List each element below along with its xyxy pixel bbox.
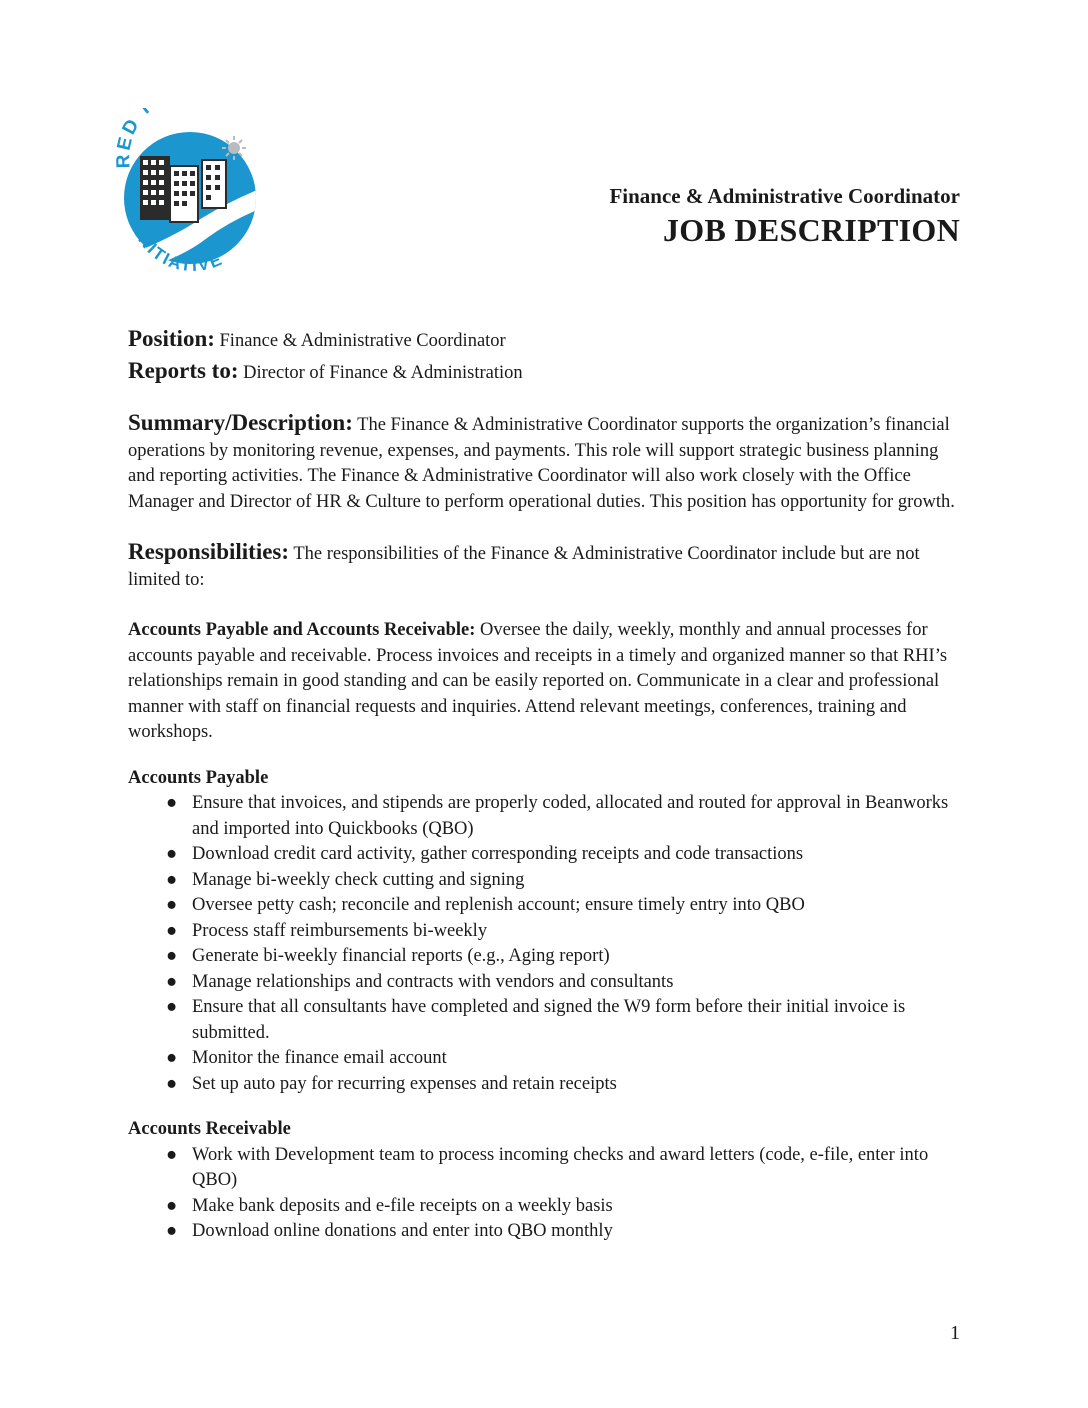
list-item [128,995,960,1046]
list-item [128,791,960,842]
list-item [128,919,960,945]
page-number: 1 [950,1322,960,1344]
bullet-icon: ● [166,844,178,864]
ap-ar-paragraph [128,618,960,746]
list-item [128,893,960,919]
reports-value: Director of Finance & Administration [238,363,523,383]
list-item-text: Ensure that all consultants have completed and signed the W9 form before their initial invoice is submitted. [192,997,906,1043]
position-label: Position: [128,326,215,351]
responsibilities-label: Responsibilities: [128,539,290,564]
list-item [128,944,960,970]
list-item-text: Oversee petty cash; reconcile and replenish account; ensure timely entry into QBO [192,895,805,915]
bullet-icon: ● [166,895,178,915]
accounts-payable-list [128,791,960,1097]
list-item-text: Download online donations and enter into QBO monthly [192,1221,613,1241]
sun-icon [228,142,240,154]
logo-bottom-text: INITIATIVE [131,226,227,276]
bullet-icon: ● [166,1221,178,1241]
bullet-icon: ● [166,1073,178,1094]
document-body [128,324,960,1245]
summary-label: Summary/Description: [128,410,353,435]
bullet-icon: ● [166,1195,178,1216]
responsibilities-text: The responsibilities of the Finance & Administrative Coordinator include but are not limited to: [128,544,920,590]
bullet-icon: ● [166,920,178,941]
logo-graphic [112,108,272,276]
bullet-icon: ● [166,793,178,813]
list-item-text: Set up auto pay for recurring expenses and retain receipts [192,1073,617,1094]
accounts-payable-heading: Accounts Payable [128,767,269,788]
list-item-text: Ensure that invoices, and stipends are properly coded, allocated and routed for approval in Beanworks and imported into Quickbooks (QBO) [192,793,949,839]
list-item-text: Process staff reimbursements bi-weekly [192,920,488,941]
bullet-icon: ● [166,946,178,966]
list-item-text: Work with Development team to process incoming checks and award letters (code, e-file, enter into QBO) [192,1144,929,1190]
list-item [128,868,960,894]
list-item [128,970,960,996]
list-item [128,1219,960,1245]
header-subtitle: Finance & Administrative Coordinator [609,184,960,208]
bullet-icon: ● [166,997,178,1017]
accounts-receivable-heading: Accounts Receivable [128,1119,291,1139]
position-line [128,324,960,356]
list-item [128,1194,960,1220]
reports-label: Reports to: [128,358,239,383]
bullet-icon: ● [166,1144,178,1165]
list-item-text: Generate bi-weekly financial reports (e.g., Aging report) [192,946,610,966]
reports-line [128,356,960,388]
list-item-text: Make bank deposits and e-file receipts on a weekly basis [192,1195,613,1216]
summary-paragraph [128,410,960,515]
list-item [128,842,960,868]
logo-top-text: RED [112,113,145,169]
list-item [128,1046,960,1072]
ap-ar-label: Accounts Payable and Accounts Receivable: [128,620,476,640]
list-item-text: Manage bi-weekly check cutting and signing [192,869,525,890]
header-title: JOB DESCRIPTION [663,212,960,248]
bullet-icon: ● [166,1048,178,1068]
summary-text: The Finance & Administrative Coordinator supports the organization’s financial operations by monitoring revenue, expenses, and payments. This role will support strategic business planning and reporting activities. The Finance & Administrative Coordinator will also work closely with the Office Manager and Director of HR & Culture to perform operational duties. This position has opportunity for growth. [128,415,955,512]
accounts-receivable-list [128,1143,960,1245]
ap-ar-text: Oversee the daily, weekly, monthly and annual processes for accounts payable and receivable. Process invoices and receipts in a timely and organized manner so that RHI’s relationships remain in good standing and can be easily reported on. Communicate in a clear and professional manner with staff on financial requests and inquiries. Attend relevant meetings, conferences, training and workshops. [128,620,948,742]
list-item-text: Manage relationships and contracts with vendors and consultants [192,971,674,992]
responsibilities-paragraph [128,539,960,593]
document-header [609,182,960,250]
bullet-icon: ● [166,971,178,992]
position-value: Finance & Administrative Coordinator [214,331,506,351]
red-hook-initiative-logo [112,108,272,276]
list-item-text: Monitor the finance email account [192,1048,447,1068]
list-item [128,1072,960,1098]
bullet-icon: ● [166,869,178,890]
list-item-text: Download credit card activity, gather corresponding receipts and code transactions [192,844,804,864]
list-item [128,1143,960,1194]
